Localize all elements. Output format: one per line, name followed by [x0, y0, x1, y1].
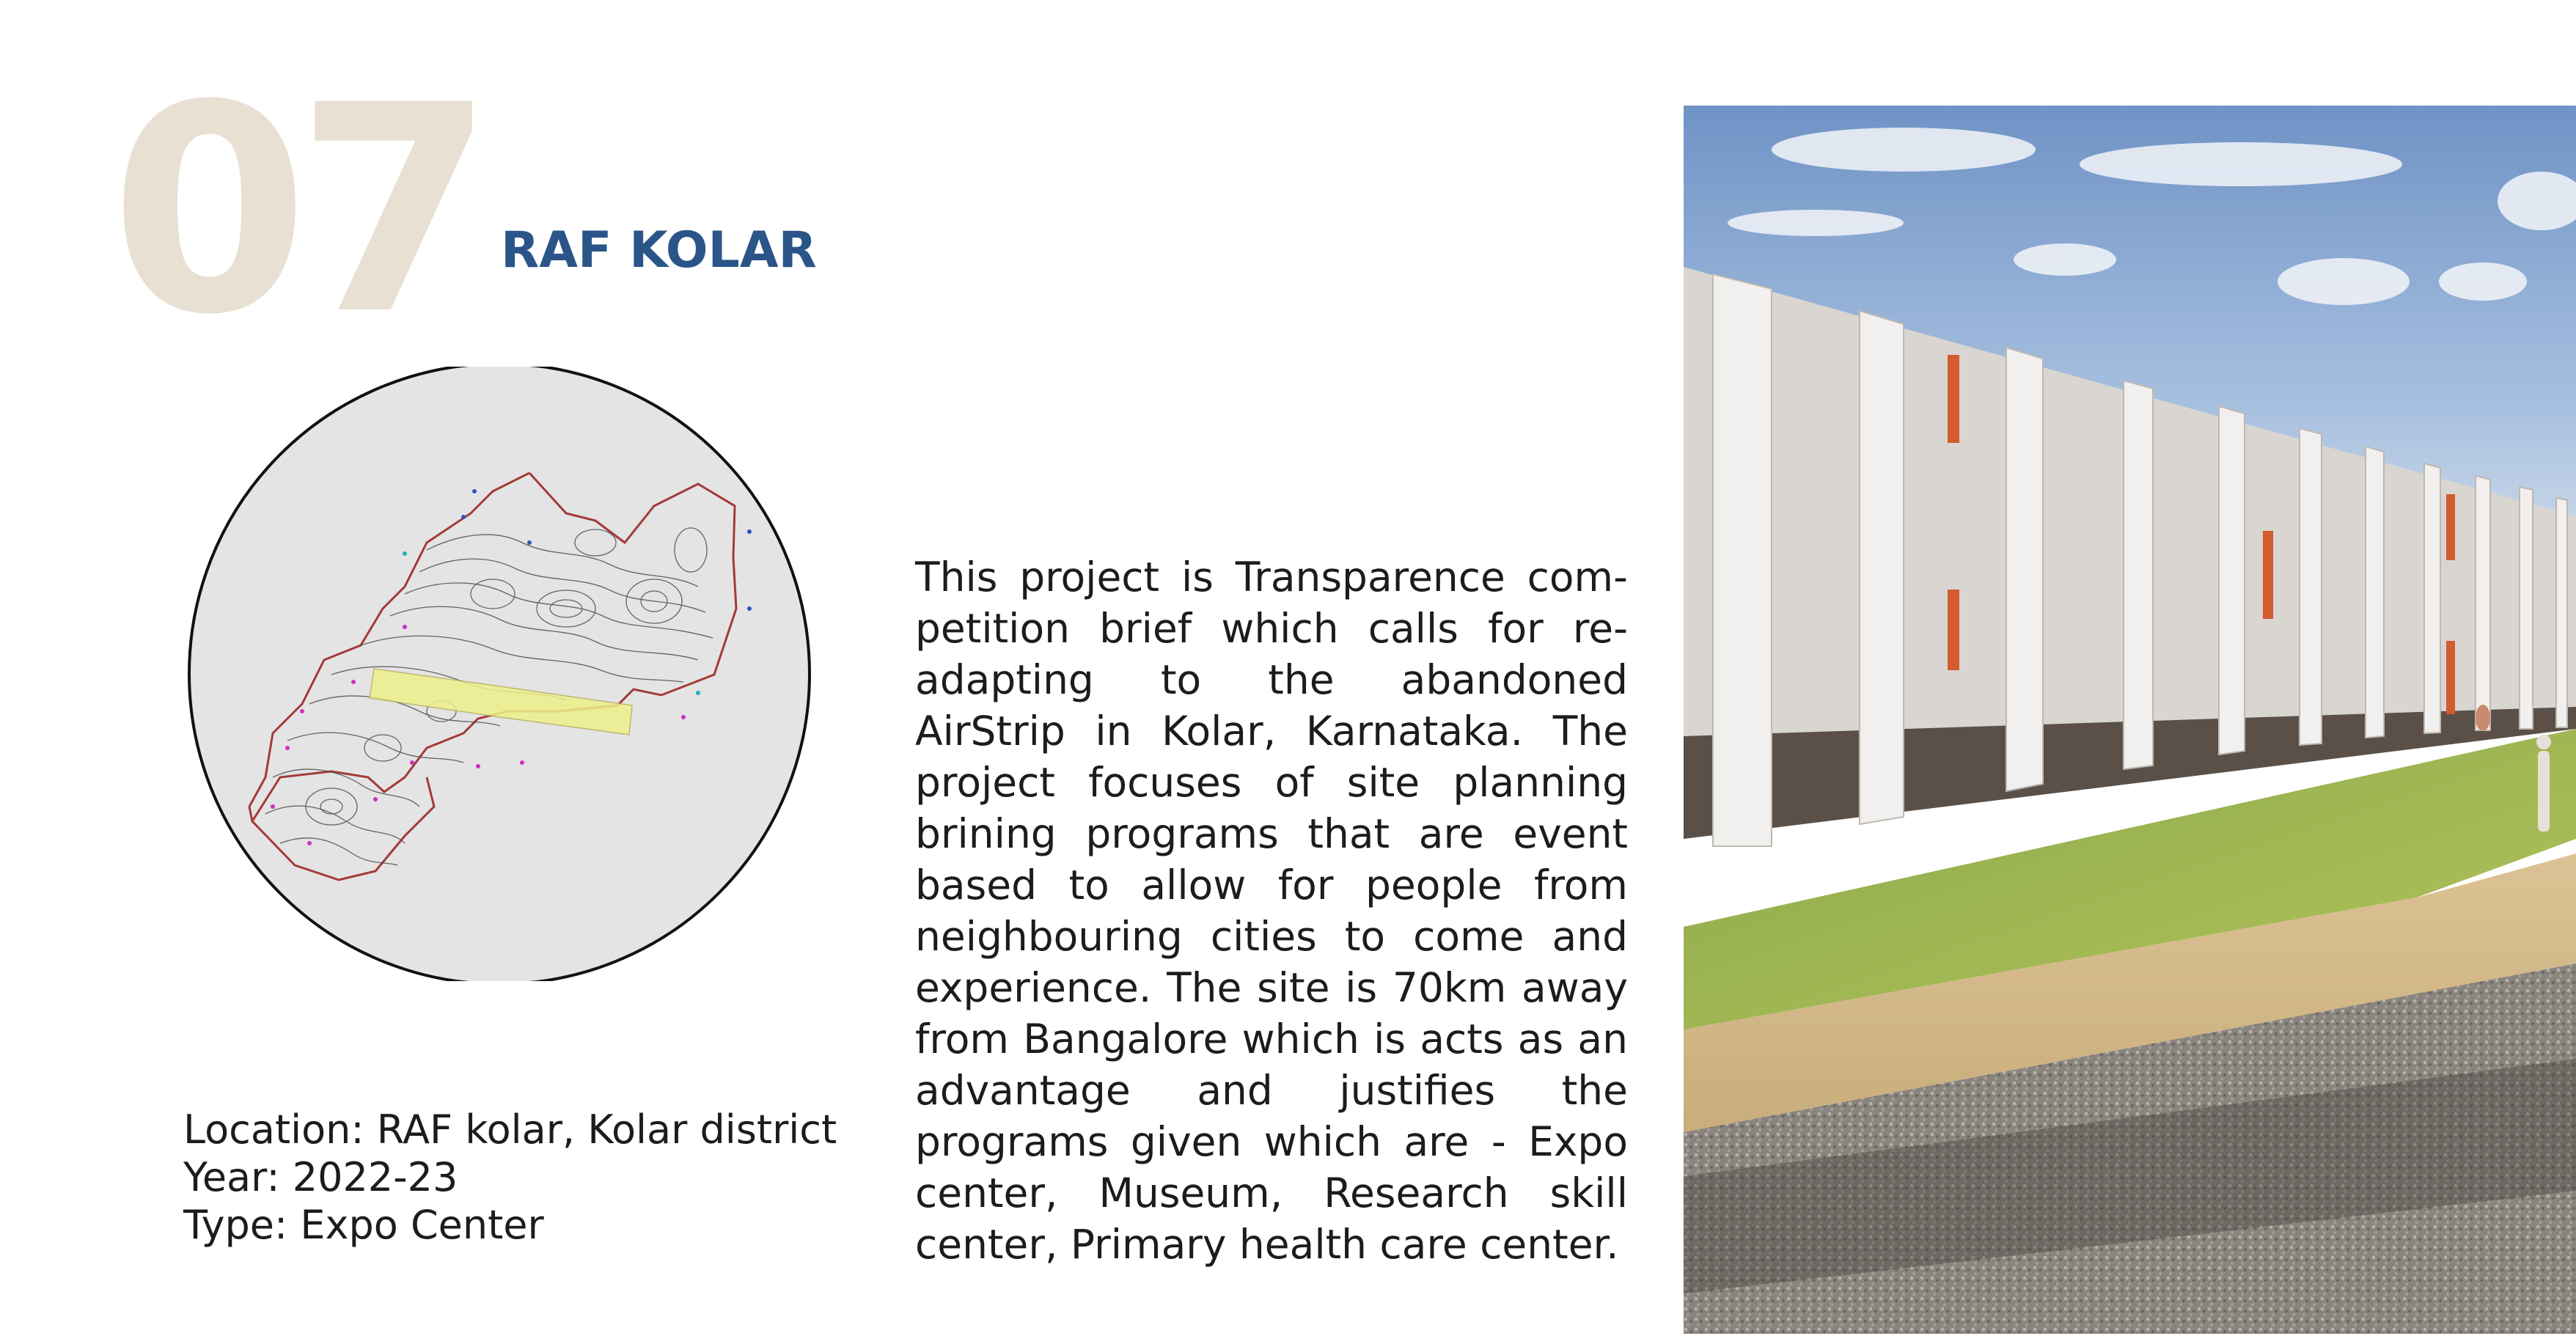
expo-center-render-image [1684, 106, 2576, 1334]
location-text: Location: RAF kolar, Kolar district [183, 1106, 837, 1153]
site-plan-map [185, 367, 814, 981]
project-details [183, 1106, 837, 1249]
type-text: Type: Expo Center [183, 1202, 544, 1248]
project-title: RAF KOLAR [501, 221, 817, 279]
year-text: Year: 2022-23 [183, 1154, 458, 1200]
project-number: 07 [110, 44, 482, 377]
project-description: This project is Transparence competition brief which calls for re-adapting to the abandoned AirStrip in Kolar, Karnataka. The project focuses of site planning brining programs that are event based to allow for people from neighbouring cities to come and experience. The site is 70km away from Bangalore which is acts as an advantage and justifies the programs given which are - Expo center, Museum, Research skill center, Primary health care center. [915, 554, 1628, 1268]
map-circle [189, 367, 810, 981]
